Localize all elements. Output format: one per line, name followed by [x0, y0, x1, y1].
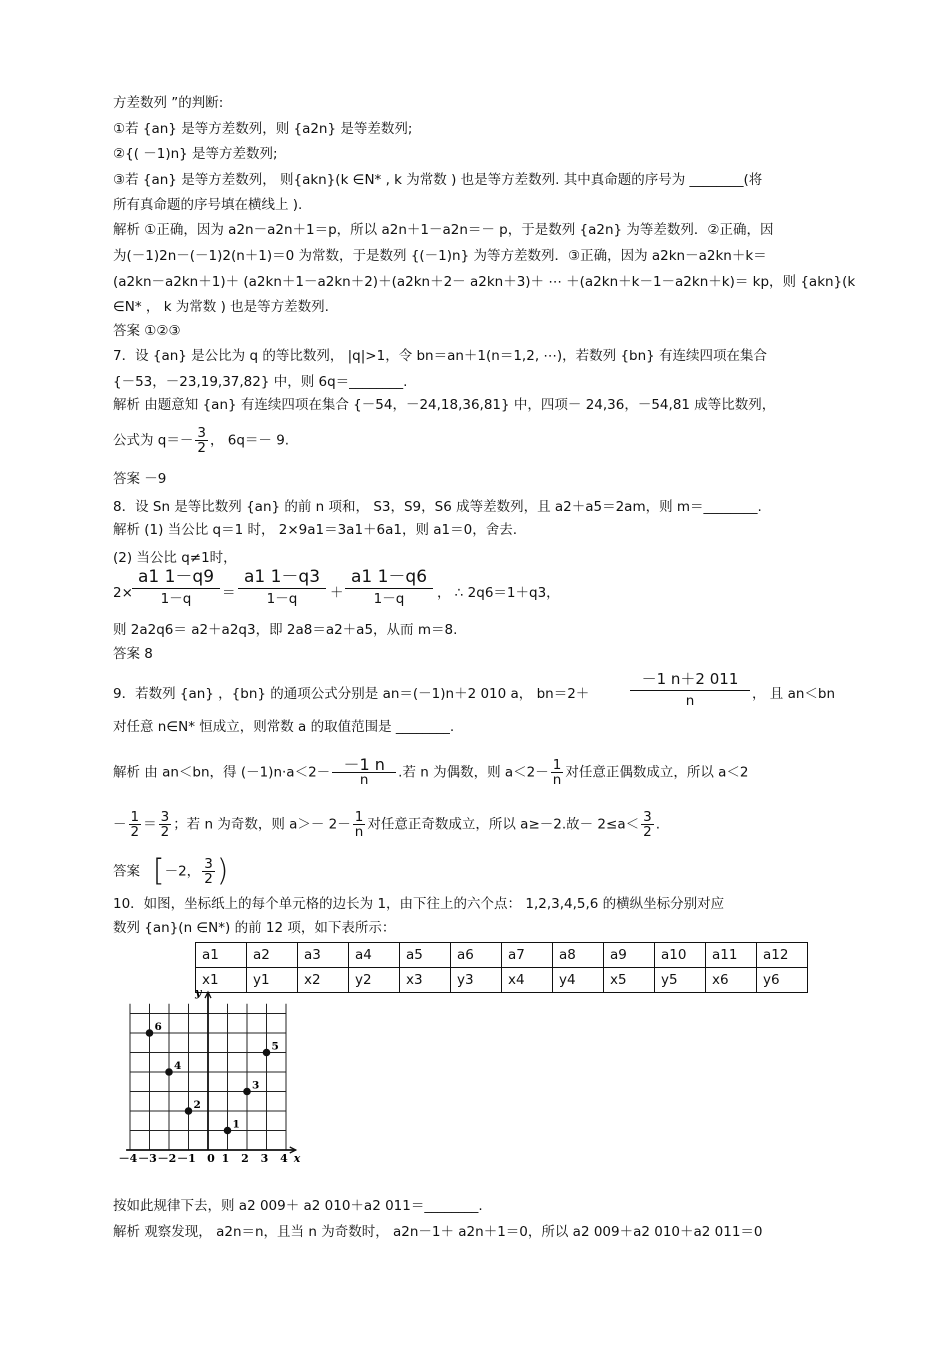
table-cell: x3 — [400, 968, 451, 993]
text-line: (2) 当公比 q≠1时， — [113, 550, 237, 566]
data-point — [243, 1088, 251, 1096]
point-label: 3 — [252, 1079, 260, 1092]
table-cell: x1 — [196, 968, 247, 993]
answer-line: 答案 －9 — [113, 471, 167, 487]
table-cell: x5 — [604, 968, 655, 993]
fraction: a1 1－q3 1－q — [238, 566, 326, 609]
tick-labels — [119, 1152, 289, 1165]
x-tick-label: －2 — [157, 1152, 177, 1165]
text-line: 方差数列 ”的判断: — [113, 95, 224, 111]
point-label: 1 — [232, 1118, 240, 1131]
problem-7: 7．设 {an} 是公比为 q 的等比数列， |q|>1，令 bn＝an＋1(n＝1,2, ⋯)，若数列 {bn} 有连续四项在集合 — [113, 348, 768, 364]
text-line: (a2kn－a2kn＋1)＋ (a2kn＋1－a2kn＋2)＋(a2kn＋2－ a2kn＋3)＋ ⋯ ＋(a2kn＋k－1－a2kn＋k)＝ kp，则 {akn}(k — [113, 274, 856, 290]
x-tick-label: 3 — [260, 1152, 269, 1165]
data-point — [263, 1049, 271, 1057]
point-label: 2 — [193, 1099, 201, 1111]
text-line: 解析 (1) 当公比 q＝1 时， 2×9a1＝3a1＋6a1，则 a1＝0，舍去. — [113, 522, 518, 538]
text-line: 解析 由 an＜bn，得 (－1)n·a＜2－ $\frac{-1 n}{n}$ .若 n 为偶数，则 a＜2－ $\frac{1}{n}$ 对任意正偶数成立，所以 a＜2 — [113, 755, 749, 788]
x-tick-label: 0 — [207, 1152, 215, 1165]
answer-line: 答案 ①②③ — [113, 323, 181, 339]
problem-10: 10．如图，坐标纸上的每个单元格的边长为 1，由下往上的六个点： 1,2,3,4,5,6 的横纵坐标分别对应 — [113, 896, 725, 912]
x-tick-label: －4 — [118, 1152, 138, 1165]
table-cell: y3 — [451, 968, 502, 993]
point-label: 6 — [154, 1021, 162, 1033]
fraction: a1 1－q6 1－q — [345, 566, 433, 609]
table-cell: y5 — [655, 968, 706, 993]
text-line: 解析 ①正确，因为 a2n－a2n＋1＝p，所以 a2n＋1－a2n＝－ p，于是数列 {a2n} 为等差数列．②正确，因 — [113, 222, 774, 238]
answer-line: 答案 8 — [113, 646, 153, 662]
table-row — [196, 943, 808, 968]
text-line: 2× — [113, 585, 133, 601]
axes — [126, 986, 301, 1165]
points — [146, 1021, 279, 1134]
table-cell: y1 — [247, 968, 298, 993]
data-point — [185, 1107, 193, 1115]
x-tick-label: 4 — [280, 1152, 288, 1165]
text-line: ①若 {an} 是等方差数列，则 {a2n} 是等差数列; — [113, 121, 413, 137]
text-line: － $\frac{1}{2}$ ＝ $\frac{3}{2}$ ；若 n 为奇数，则 a＞－ 2－ $\frac{1}{n}$ 对任意正奇数成立，所以 a≥－2.故－ 2≤a＜ $\frac{3}{2}$ . — [113, 809, 660, 840]
table-cell: a12 — [757, 943, 808, 968]
text-line: 解析 由题意知 {an} 有连续四项在集合 {－54，－24,18,36,81} 中，四项－ 24,36，－54,81 成等比数列， — [113, 397, 776, 413]
x-axis-label: x — [293, 1152, 301, 1165]
table-cell: a9 — [604, 943, 655, 968]
text-line: 公式为 q＝－ $\frac{3}{2}$ ， 6q＝－ 9. — [113, 425, 290, 456]
text-line: 数列 {an}(n ∈N*) 的前 12 项，如下表所示： — [113, 920, 396, 936]
text-line: 为(－1)2n－(－1)2(n＋1)＝0 为常数，于是数列 {(－1)n} 为等方差数列．③正确，因为 a2kn－a2kn＋k＝ — [113, 248, 767, 264]
problem-9: 9．若数列 {an} ，{bn} 的通项公式分别是 an＝(－1)n＋2 010 a， bn＝2＋ — [113, 686, 590, 702]
table-cell: a5 — [400, 943, 451, 968]
data-point — [165, 1068, 173, 1076]
coordinate-grid-figure — [113, 985, 313, 1175]
table-cell: y6 — [757, 968, 808, 993]
x-tick-label: 2 — [241, 1152, 249, 1165]
table-cell: x2 — [298, 968, 349, 993]
table-row — [196, 968, 808, 993]
table-cell: a4 — [349, 943, 400, 968]
fraction: $\frac{-1 n+2 011}{n}$ — [630, 668, 750, 711]
table-cell: a7 — [502, 943, 553, 968]
text-line: 则 2a2q6＝ a2＋a2q3，即 2a8＝a2＋a5，从而 m＝8. — [113, 622, 458, 638]
x-tick-label: －3 — [138, 1152, 157, 1165]
text-line: 对任意 n∈N* 恒成立，则常数 a 的取值范围是 ________. — [113, 719, 455, 735]
text-line: ③若 {an} 是等方差数列， 则{akn}(k ∈N* , k 为常数 ) 也是等方差数列. 其中真命题的序号为 ________(将 — [113, 172, 763, 188]
point-label: 4 — [174, 1060, 182, 1072]
data-point — [224, 1127, 232, 1135]
fraction: $\frac{3}{2}$ — [197, 425, 206, 456]
text-line: ∈N* ， k 为常数 ) 也是等方差数列. — [113, 299, 329, 315]
point-label: 5 — [271, 1040, 279, 1053]
problem-10-question: 按如此规律下去，则 a2 009＋ a2 010＋a2 011＝________. — [113, 1198, 483, 1214]
table-cell: a6 — [451, 943, 502, 968]
x-tick-label: 1 — [221, 1152, 230, 1165]
table-cell: x4 — [502, 968, 553, 993]
table-cell: a10 — [655, 943, 706, 968]
table-cell: a2 — [247, 943, 298, 968]
text-line: 解析 观察发现， a2n＝n，且当 n 为奇数时， a2n－1＋ a2n＋1＝0，所以 a2 009＋a2 010＋a2 011＝0 — [113, 1224, 763, 1240]
data-point — [146, 1029, 154, 1037]
answer-line: 答案 [－2， $\frac{3}{2}$ ) — [113, 853, 229, 889]
table-cell: y2 — [349, 968, 400, 993]
text-line: 所有真命题的序号填在横线上 ). — [113, 197, 303, 213]
table-cell: a3 — [298, 943, 349, 968]
text-line: {－53，－23,19,37,82} 中，则 6q＝________. — [113, 374, 408, 390]
table-cell: a11 — [706, 943, 757, 968]
sequence-table — [195, 942, 808, 993]
table-cell: a1 — [196, 943, 247, 968]
x-tick-label: －1 — [177, 1152, 196, 1165]
document-page: 方差数列 ”的判断: ①若 {an} 是等方差数列，则 {a2n} 是等差数列; ②{( －1)n} 是等方差数列; ③若 {an} 是等方差数列， 则{akn}(k ∈N* , k 为常数 ) 也是等方差数列. 其中真命题的序号为 ________(将 所有真命题的序号填在横线上 ). 解析 ①正确，因为 a2n－a2n＋1＝p，所以 a2n＋1－a2n＝－ p，于是数列 {a2n} 为等差数列．②正确，因 为(－1)2n－(－1)2(n＋1)＝0 为常数，于是数列 {(－1)n} 为等方差数列．③正确，因为 a2kn－a2kn＋k＝ (a2kn－a2kn＋1)＋ (a2kn＋1－a2kn＋2)＋(a2kn＋2－ a2kn＋3)＋ ⋯ ＋(a2kn＋k－1－a2kn＋k)＝ kp，则 {akn}(k ∈N* ， k 为常数 ) 也是等方差数列. 答案 ①②③ 7．设 {an} 是公比为 q 的等比数列， |q|>1，令 bn＝an＋1(n＝1,2, ⋯)，若数列 {bn} 有连续四项在集合 {－53，－23,19,37,82} 中，则 6q＝________. 解析 由题意知 {an} 有连续四项在集合 {－54，－24,18,36,81} 中，四项－ 24,36，－54,81 成等比数列， 公式为 q＝－ $\frac{3}{2}$ ， 6q＝－ 9. 答案 －9 8．设 Sn 是等比数列 {an} 的前 n 项和， S3，S9，S6 成等差数列，且 a2＋a5＝2am，则 m＝________. 解析 (1) 当公比 q＝1 时， 2×9a1＝3a1＋6a1，则 a1＝0，舍去. (2) 当公比 q≠1时， 2× a1 1－q9 1－q ＝ a1 1－q3 1－q ＋ a1 1－q6 1－q ， ∴ 2q6＝1＋q3， 则 2a2q6＝ a2＋a2q3，即 2a8＝a2＋a5，从而 m＝8. 答案 8 9．若数列 {an} ，{bn} 的通项公式分别是 an＝(－1)n＋2 010 a， bn＝2＋ $\frac{-1 n+2 011}{n}$ ， 且 an＜bn 对任意 n∈N* 恒成立，则常数 a 的取值范围是 ________. 解析 由 an＜bn，得 (－1)n·a＜2－ $\frac{-1 n}{n}$ .若 n 为偶数，则 a＜2－ $\frac{1}{n}$ 对任意正偶数成立，所以 a＜2 － $\frac{1}{2}$ ＝ $\frac{3}{2}$ ；若 n 为奇数，则 a＞－ 2－ $\frac{1}{n}$ 对任意正奇数成立，所以 a≥－2.故－ 2≤a＜ $\frac{3}{2}$ . 答案 [－2， $\frac{3}{2}$ ) 10．如图，坐标纸上的每个单元格的边长为 1，由下往上的六个点： 1,2,3,4,5,6 的横纵坐标分别对应 数列 {an}(n ∈N*) 的前 12 项，如下表所示： a1 a2 a3 a4 a5 a6 a7 a8 a9 a10 a11 a12 x1 y1 x2 y2 x3 y3 x4 y4 x5 y5 x6 y6 y x 1 2 3 4 5 6 －4 －3 －2 －1 0 1 2 3 4 按如此规律下去，则 a2 009＋ a2 010＋a2 011＝________. 解析 观察发现， a2n＝n，且当 n 为奇数时， a2n－1＋ a2n＋1＝0，所以 a2 009＋a2 010＋a2 011＝0 — [113, 95, 856, 1240]
table-cell: a8 — [553, 943, 604, 968]
table-cell: x6 — [706, 968, 757, 993]
table-cell: y4 — [553, 968, 604, 993]
text-line: ②{( －1)n} 是等方差数列; — [113, 146, 278, 162]
fraction: a1 1－q9 1－q — [132, 566, 220, 609]
y-axis-label: y — [195, 985, 202, 999]
problem-8: 8．设 Sn 是等比数列 {an} 的前 n 项和， S3，S9，S6 成等差数列，且 a2＋a5＝2am，则 m＝________. — [113, 499, 762, 515]
